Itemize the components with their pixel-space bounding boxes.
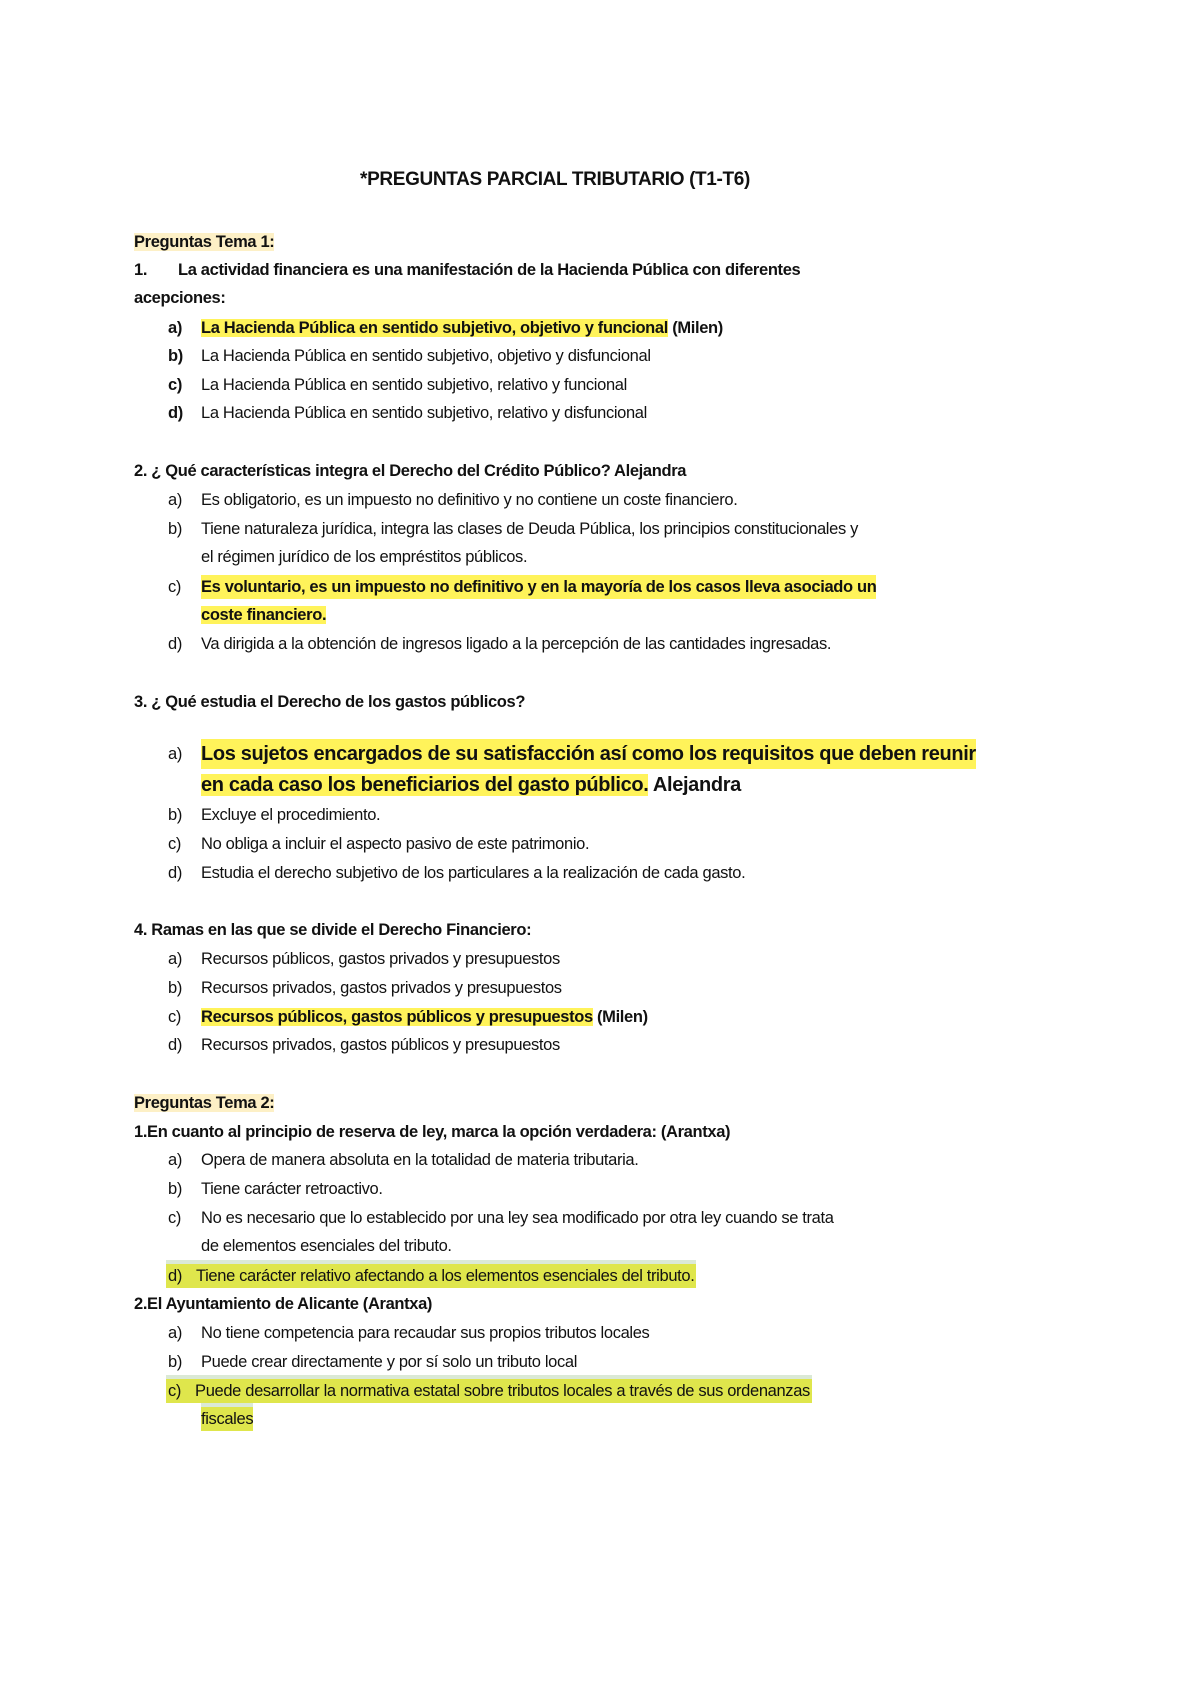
option-b-cont: el régimen jurídico de los empréstitos públicos. <box>201 548 528 566</box>
question-text: 1.En cuanto al principio de reserva de ley, marca la opción verdadera: (Arantxa) <box>134 1123 731 1141</box>
section-header-tema2: Preguntas Tema 2: <box>134 1094 275 1112</box>
section-header-tema1: Preguntas Tema 1: <box>134 233 275 251</box>
question-text: 2. ¿ Qué características integra el Derecho del Crédito Público? Alejandra <box>134 462 687 480</box>
question-text: 2.El Ayuntamiento de Alicante (Arantxa) <box>134 1295 433 1313</box>
option-c-cont: fiscales <box>201 1407 253 1431</box>
option-c-cont: de elementos esenciales del tributo. <box>201 1237 452 1255</box>
document-title: *PREGUNTAS PARCIAL TRIBUTARIO (T1-T6) <box>360 169 750 190</box>
question-text-cont: acepciones: <box>134 289 226 307</box>
question-text: La actividad financiera es una manifestación de la Hacienda Pública con diferentes <box>178 261 801 279</box>
option-c-cont: coste financiero. <box>201 606 327 624</box>
question-number: 1. <box>134 261 148 279</box>
option-a-cont: en cada caso los beneficiarios del gasto público. Alejandra <box>201 774 741 796</box>
question-text: 3. ¿ Qué estudia el Derecho de los gastos públicos? <box>134 693 526 711</box>
question-text: 4. Ramas en las que se divide el Derecho Financiero: <box>134 921 532 939</box>
option-d: d) Tiene carácter relativo afectando a los elementos esenciales del tributo. <box>166 1264 696 1288</box>
option-c: c) Puede desarrollar la normativa estatal sobre tributos locales a través de sus ordenanzas <box>166 1379 812 1403</box>
